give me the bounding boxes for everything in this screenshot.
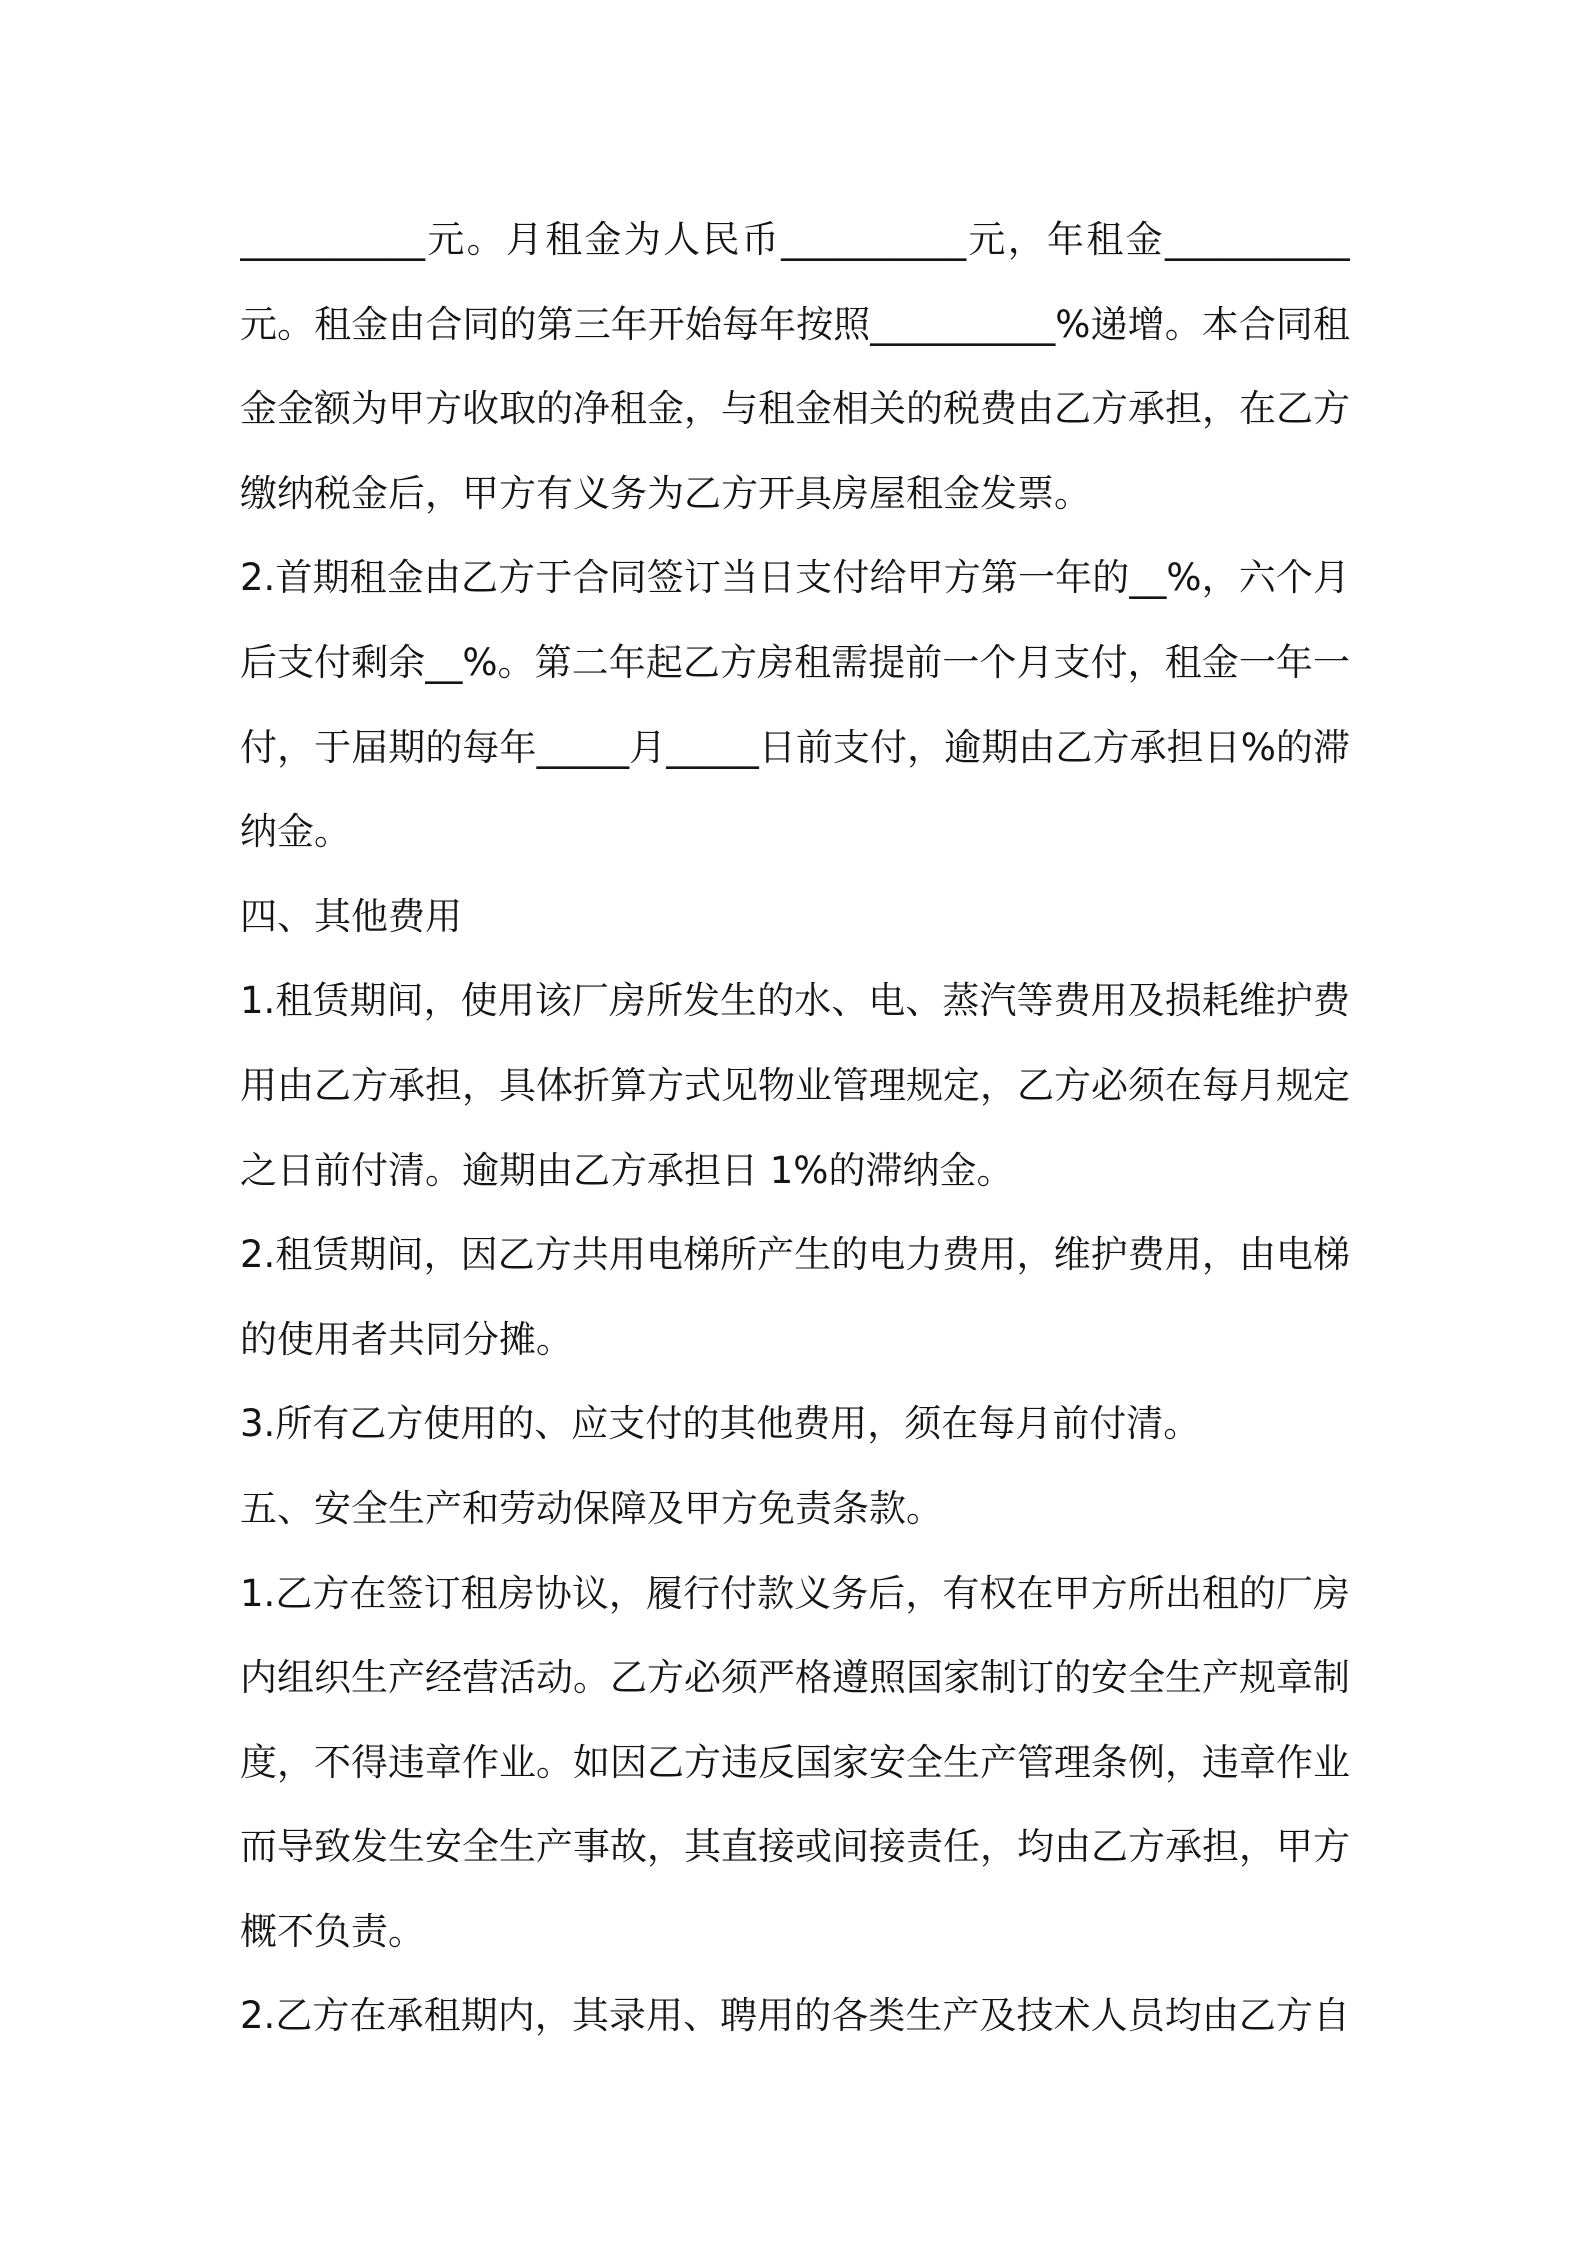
text-line: 2.乙方在承租期内，其录用、聘用的各类生产及技术人员均由乙方自	[240, 1994, 1350, 2038]
text-line: 缴纳税金后，甲方有义务为乙方开具房屋租金发票。	[240, 471, 1091, 515]
text-line: 3.所有乙方使用的、应支付的其他费用，须在每月前付清。	[240, 1402, 1201, 1446]
text-line: 之日前付清。逾期由乙方承担日 1%的滞纳金。	[240, 1148, 1014, 1192]
text-line: 元。租金由合同的第三年开始每年按照__________%递增。本合同租	[240, 302, 1350, 346]
text-line: 的使用者共同分摊。	[240, 1317, 573, 1361]
text-line: 付，于届期的每年_____月_____日前支付，逾期由乙方承担日%的滞	[240, 725, 1350, 769]
text-line: 2.租赁期间，因乙方共用电梯所产生的电力费用，维护费用，由电梯	[240, 1233, 1350, 1277]
text-line: 后支付剩余__%。第二年起乙方房租需提前一个月支付，租金一年一	[240, 640, 1350, 684]
section-heading: 四、其他费用	[240, 894, 462, 938]
text-line: 内组织生产经营活动。乙方必须严格遵照国家制订的安全生产规章制	[240, 1656, 1350, 1700]
text-line: __________元。月租金为人民币__________元，年租金__________	[240, 218, 1350, 261]
section-heading: 五、安全生产和劳动保障及甲方免责条款。	[240, 1486, 943, 1530]
text-line: 用由乙方承担，具体折算方式见物业管理规定，乙方必须在每月规定	[240, 1063, 1350, 1107]
text-line: 度，不得违章作业。如因乙方违反国家安全生产管理条例，违章作业	[240, 1740, 1350, 1784]
text-line: 1.租赁期间，使用该厂房所发生的水、电、蒸汽等费用及损耗维护费	[240, 979, 1350, 1023]
text-line: 概不负责。	[240, 1909, 425, 1953]
text-line: 2.首期租金由乙方于合同签订当日支付给甲方第一年的__%，六个月	[240, 556, 1350, 600]
document-body	[240, 198, 1350, 2059]
text-line: 1.乙方在签订租房协议，履行付款义务后，有权在甲方所出租的厂房	[240, 1571, 1350, 1615]
text-line: 纳金。	[240, 810, 351, 854]
text-line: 金金额为甲方收取的净租金，与租金相关的税费由乙方承担，在乙方	[240, 387, 1350, 431]
text-line: 而导致发生安全生产事故，其直接或间接责任，均由乙方承担，甲方	[240, 1825, 1350, 1869]
